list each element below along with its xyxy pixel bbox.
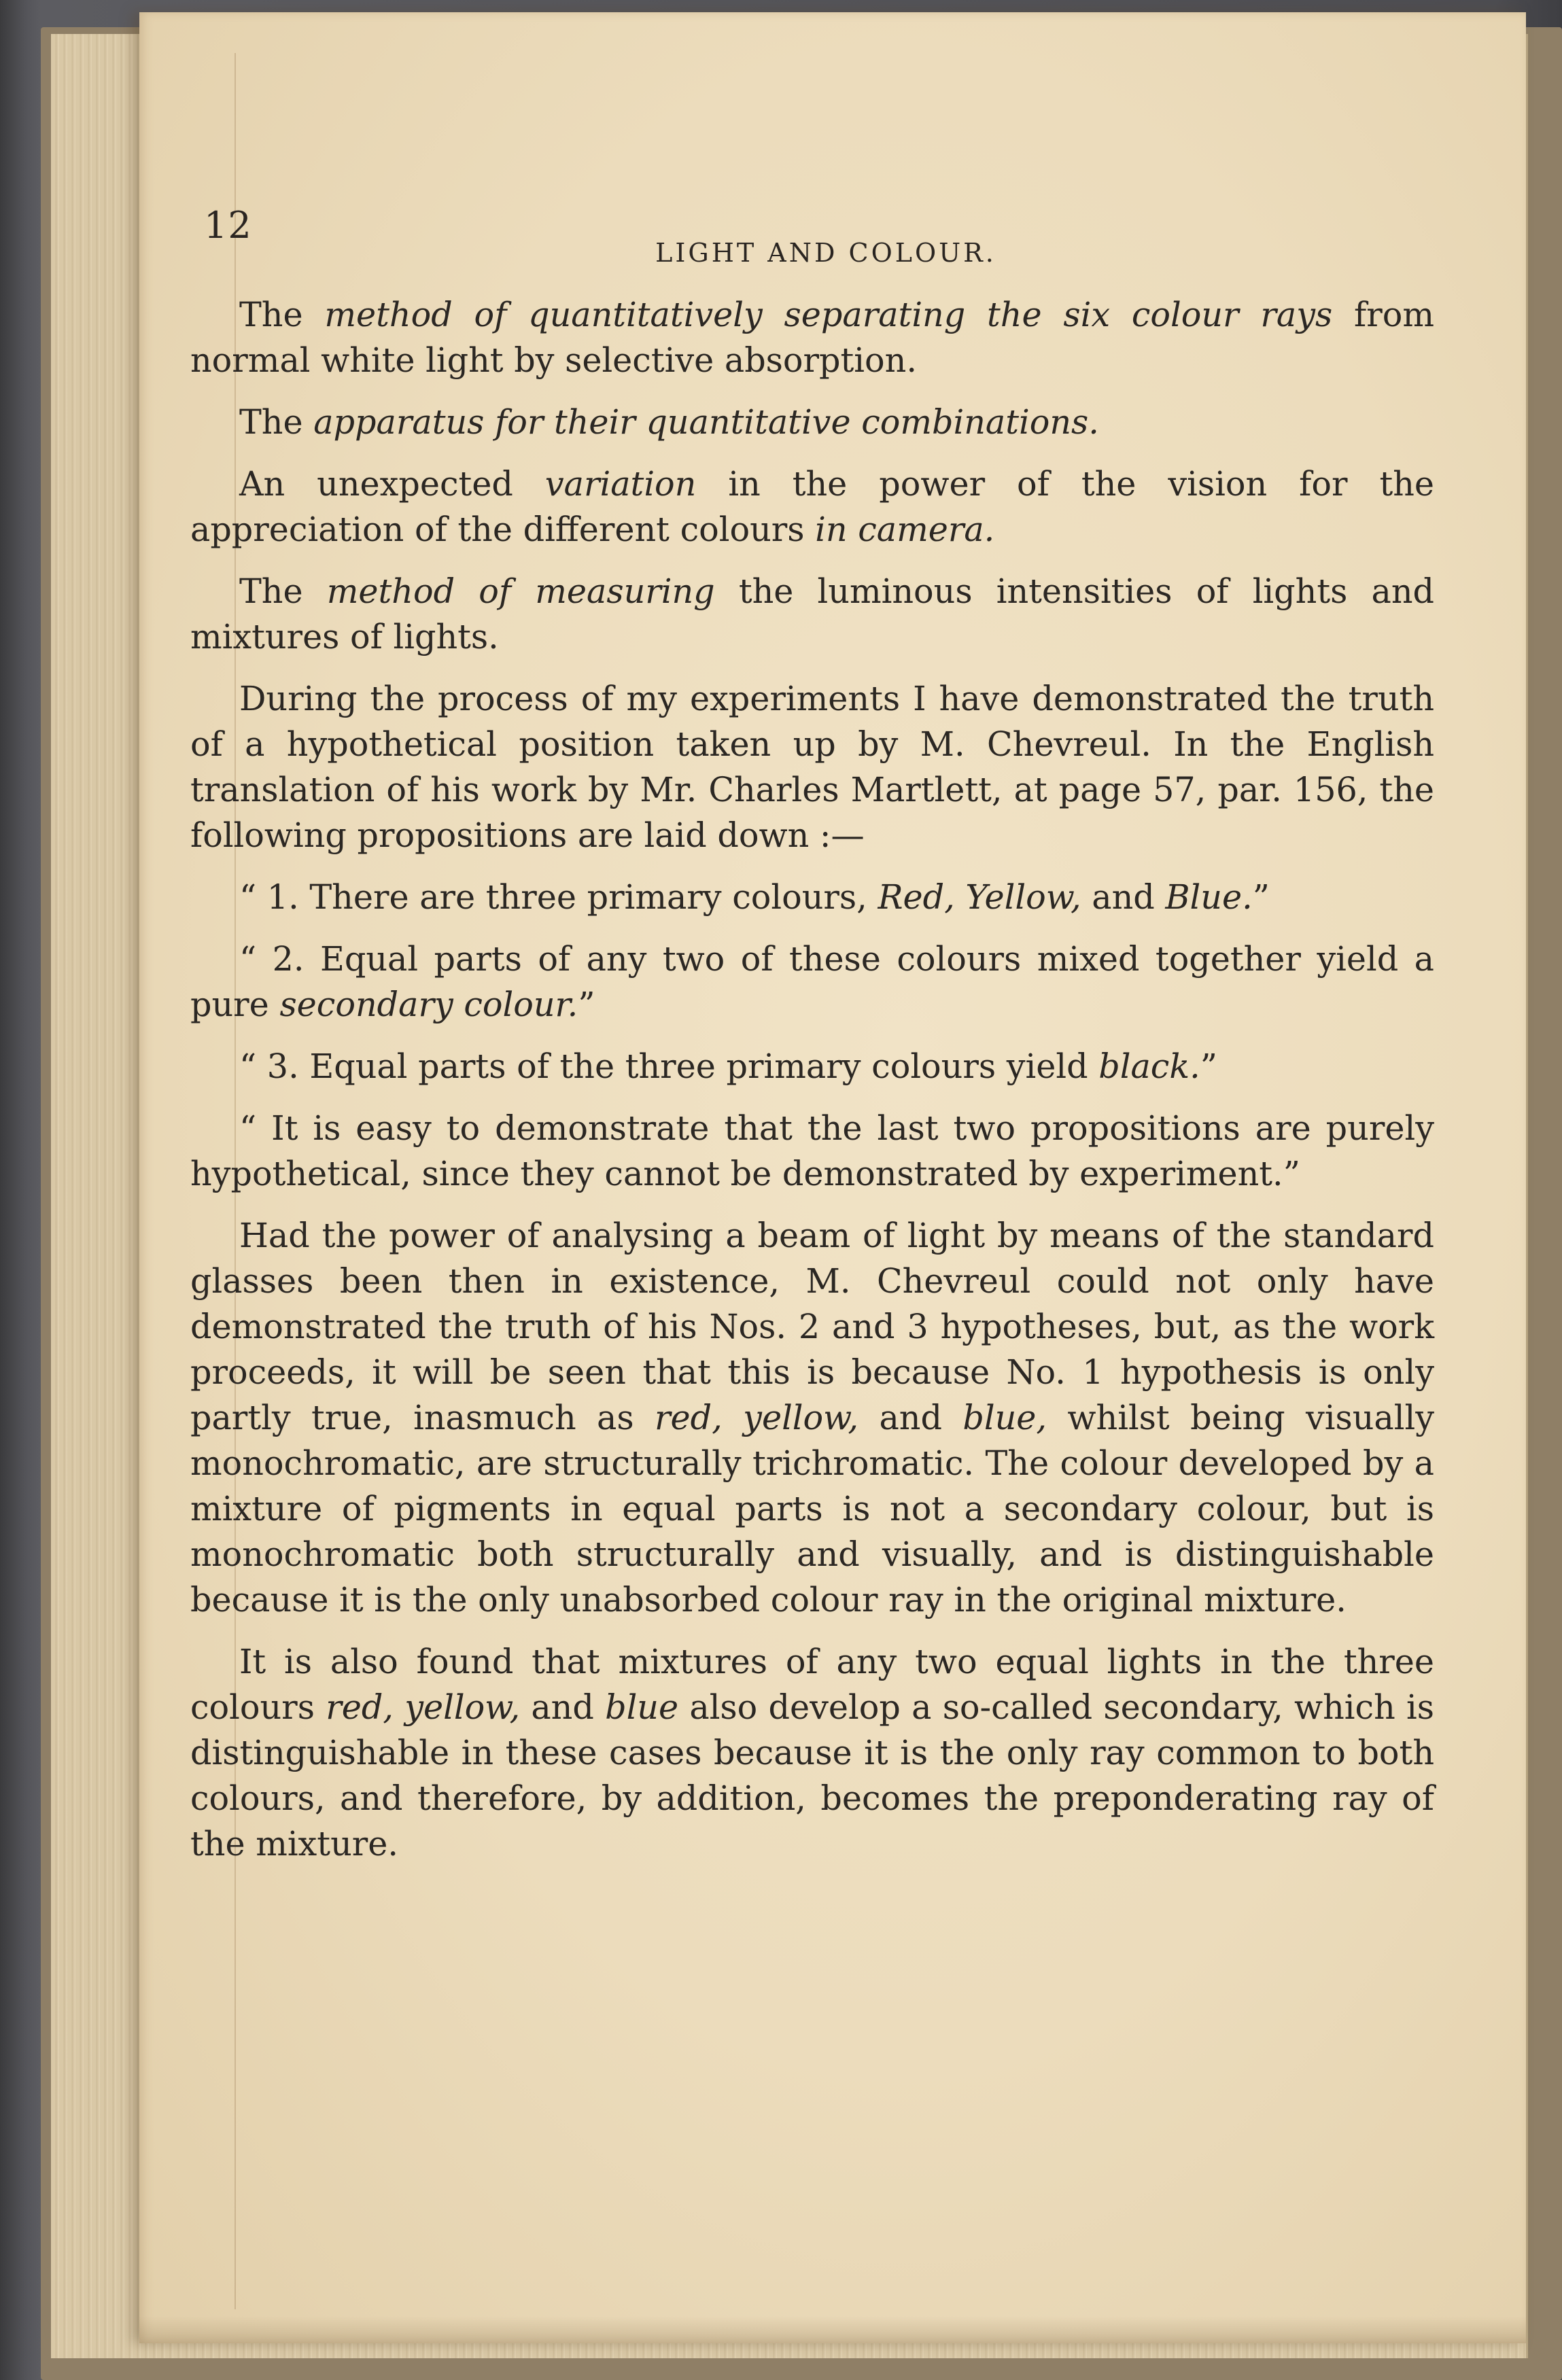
text-run: and	[858, 1398, 963, 1437]
italic-run: red, yellow,	[655, 1398, 859, 1437]
italic-run: method of quantitatively separating the six colour rays	[324, 295, 1333, 334]
text-run: “ 2. Equal parts of any two of these colours mixed together yield a pure	[190, 939, 1434, 1024]
text-run: The	[239, 572, 327, 611]
paragraph-analysing-beam	[190, 1213, 1434, 1623]
italic-run: Red, Yellow,	[878, 877, 1081, 917]
text-run: ”	[578, 985, 595, 1024]
text-run: An unexpected	[239, 464, 545, 504]
italic-run: apparatus for their quantitative combinations.	[313, 402, 1099, 442]
italic-run: secondary colour.	[279, 985, 578, 1024]
text-run: Had the power of analysing a beam of light by means of the standard glasses been then in existence, M. Chevreul could not only have demonstrated the truth of his Nos. 2 and 3 hypotheses, but, as the work proceeds, it will be seen that this is because No. 1 hypothesis is only partly true, inasmuch as	[190, 1216, 1434, 1437]
paragraph-mixtures-of-lights	[190, 1639, 1434, 1867]
italic-run: blue	[605, 1687, 679, 1727]
text-run: During the process of my experiments I have demonstrated the truth of a hypothetical position taken up by M. Chevreul. In the English translation of his work by Mr. Charles Martlett, at page 57, par. 156, the following propositions are laid down :—	[190, 679, 1434, 855]
body-text	[190, 292, 1434, 1867]
text-run: from normal white light by selective absorption.	[190, 295, 1435, 380]
paragraph-method-measuring	[190, 569, 1434, 660]
text-run: ”	[1200, 1047, 1217, 1086]
running-head: LIGHT AND COLOUR.	[655, 238, 996, 268]
page-bottom-shade	[139, 2316, 1526, 2343]
text-run: The	[239, 402, 314, 442]
paragraph-apparatus	[190, 400, 1434, 445]
text-run: whilst being visually monochromatic, are structurally trichromatic. The colour developed by a mixture of pigments in equal parts is not a secondary colour, but is monochromatic both structurally and visually, and is distinguishable because it is the only unabsorbed colour ray in the original mixture.	[190, 1398, 1435, 1620]
italic-run: Blue.	[1165, 877, 1253, 917]
italic-run: variation	[544, 464, 697, 504]
text-run: “ 3. Equal parts of the three primary colours yield	[239, 1047, 1099, 1086]
text-run: the luminous intensities of lights and mixtures of lights.	[190, 572, 1434, 657]
italic-run: black.	[1098, 1047, 1200, 1086]
paragraph-chevreul	[190, 676, 1434, 858]
text-run: also develop a so-called secondary, which is distinguishable in these cases because it is the only ray common to both colours, and therefore, by addition, becomes the preponderating ray of the mixture.	[190, 1687, 1434, 1863]
italic-run: red, yellow,	[326, 1687, 521, 1727]
page-header	[204, 204, 1448, 279]
text-run: “ It is easy to demonstrate that the last two propositions are purely hypothetical, since they cannot be demonstrated by experiment.”	[190, 1108, 1434, 1193]
paragraph-easy-to-demonstrate	[190, 1106, 1434, 1197]
page-number: 12	[204, 204, 252, 247]
text-run: and	[520, 1687, 606, 1727]
text-run: The	[239, 295, 325, 334]
proposition-3	[190, 1044, 1434, 1089]
text-run: ”	[1252, 877, 1270, 917]
italic-run: in camera.	[815, 510, 995, 549]
text-run: and	[1081, 877, 1166, 917]
italic-run: blue,	[962, 1398, 1047, 1437]
paragraph-method-separating	[190, 292, 1434, 383]
proposition-2	[190, 937, 1434, 1028]
text-run: “ 1. There are three primary colours,	[239, 877, 878, 917]
proposition-1	[190, 875, 1434, 920]
paragraph-variation	[190, 461, 1434, 553]
italic-run: method of measuring	[326, 572, 715, 611]
text-run: in the power of the vision for the appreciation of the different colours	[190, 464, 1434, 549]
text-run: It is also found that mixtures of any two equal lights in the three colours	[190, 1642, 1434, 1727]
